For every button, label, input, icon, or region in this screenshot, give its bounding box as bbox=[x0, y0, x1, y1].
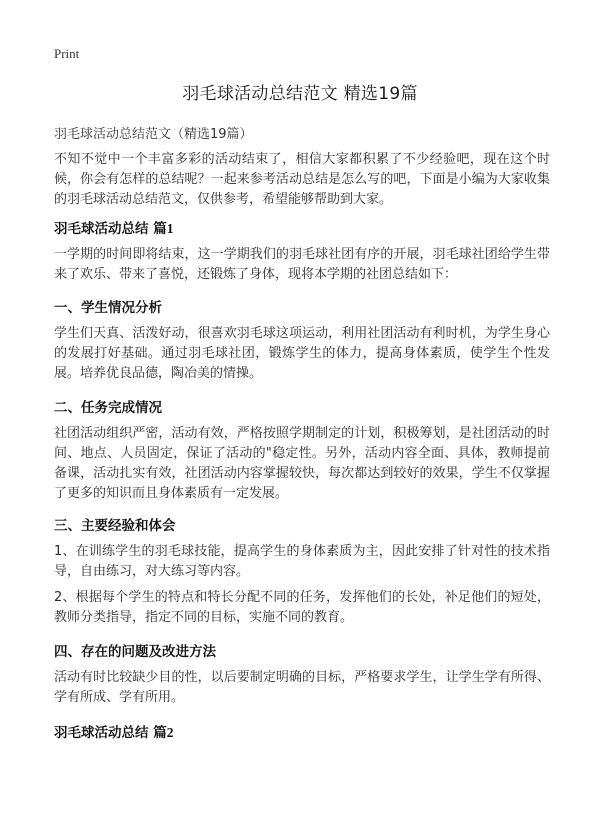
part-3-item-1: 1、在训练学生的羽毛球技能，提高学生的身体素质为主，因此安排了针对性的技术指导，自由练习，对大练习等内容。 bbox=[54, 544, 550, 579]
intro-paragraph: 不知不觉中一个丰富多彩的活动结束了，相信大家都积累了不少经验吧，现在这个时候，你会有怎样的总结呢？一起来参考活动总结是怎么写的吧，下面是小编为大家收集的羽毛球活动总结范文，仅供参考，希望能够帮助到大家。 bbox=[54, 152, 550, 207]
part-2-text: 社团活动组织严密，活动有效，严格按照学期制定的计划，积极筹划，是社团活动的时间、地点、人员固定，保证了活动的"稳定性。另外，活动内容全面、具体，教师提前备课，活动扎实有效，社团活动内容掌握较快，每次都达到较好的效果，学生不仅掌握了更多的知识而且身体素质有一定发展。 bbox=[54, 426, 550, 501]
part-3-item-2: 2、根据每个学生的特点和特长分配不同的任务，发挥他们的长处，补足他们的短处，教师分类指导，指定不同的目标，实施不同的教育。 bbox=[54, 590, 550, 625]
section-2-heading-number: 2 bbox=[166, 725, 174, 740]
document-subtitle: 羽毛球活动总结范文（精选19篇） bbox=[54, 127, 253, 142]
part-3-heading: 三、主要经验和体会 bbox=[54, 518, 176, 534]
section-1-heading-number: 1 bbox=[166, 221, 174, 236]
print-label[interactable]: Print bbox=[54, 46, 80, 61]
section-1-heading bbox=[54, 217, 173, 237]
section-1-heading-text: 羽毛球活动总结 篇 bbox=[54, 221, 167, 237]
section-1-intro: 一学期的时间即将结束，这一学期我们的羽毛球社团有序的开展，羽毛球社团给学生带来了欢乐、带来了喜悦，还锻炼了身体，现将本学期的社团总结如下： bbox=[54, 247, 550, 282]
part-4-text: 活动有时比较缺少目的性，以后要制定明确的目标，严格要求学生，让学生学有所得、学有所成、学有所用。 bbox=[54, 670, 550, 705]
part-1-heading: 一、学生情况分析 bbox=[54, 300, 162, 316]
section-2-heading-text: 羽毛球活动总结 篇 bbox=[54, 725, 167, 741]
part-1-text: 学生们天真、活泼好动，很喜欢羽毛球这项运动，利用社团活动有利时机，为学生身心的发展打好基础。通过羽毛球社团，锻炼学生的体力，提高身体素质，使学生个性发展。培养优良品德，陶冶美的情操。 bbox=[54, 326, 550, 381]
page-title: 羽毛球活动总结范文 精选19篇 bbox=[182, 84, 418, 104]
part-4-heading: 四、存在的问题及改进方法 bbox=[54, 644, 216, 660]
section-2-heading bbox=[54, 721, 173, 741]
part-2-heading: 二、任务完成情况 bbox=[54, 400, 162, 416]
